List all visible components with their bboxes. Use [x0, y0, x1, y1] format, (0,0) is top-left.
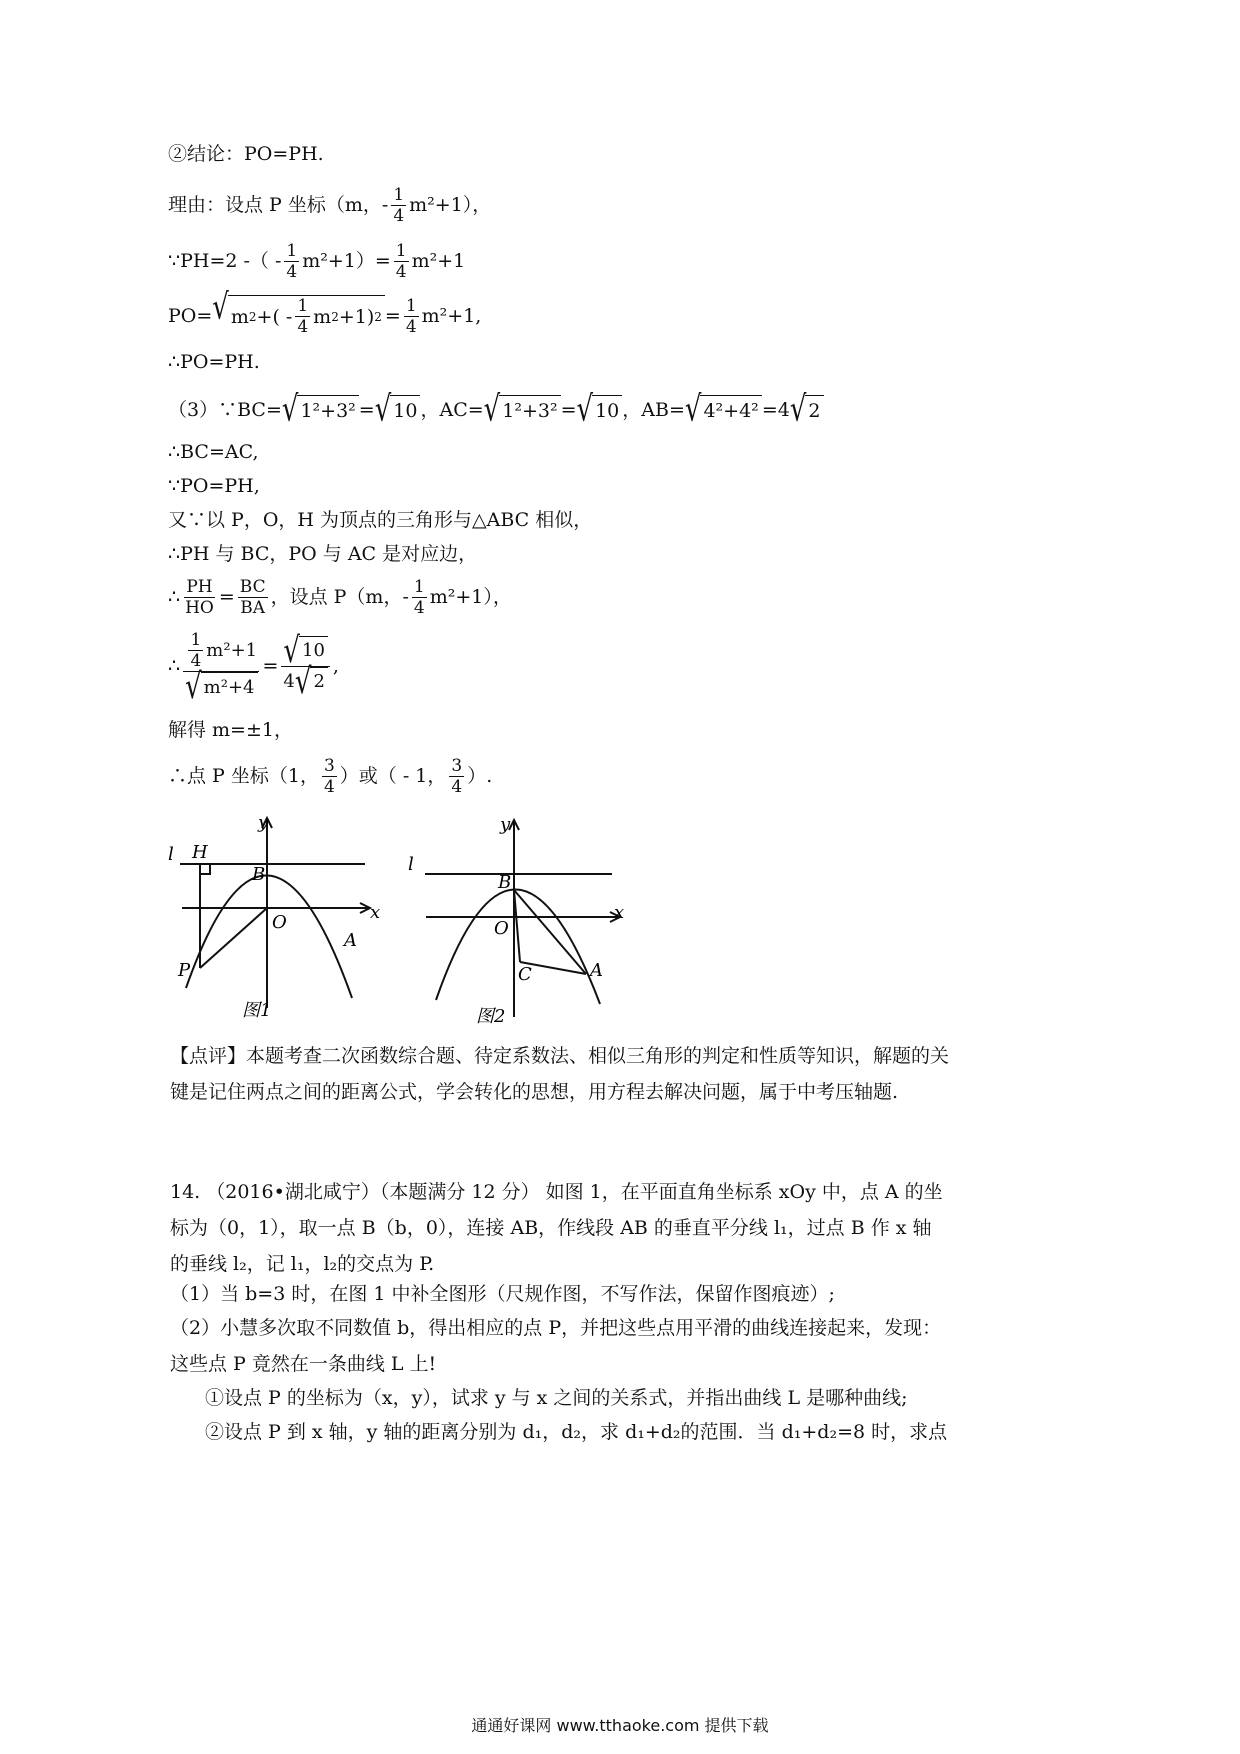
fraction-equation-left: [183, 630, 259, 708]
sqrt-2: [789, 389, 824, 430]
label-o: O: [494, 918, 509, 939]
sqrt-bc: [281, 389, 359, 430]
problem-14-part2: （2）小慧多次取不同数值 b，得出相应的点 P，并把这些点用平滑的曲线连接起来，发现：这些点 P 竟然在一条曲线 L 上!: [170, 1317, 942, 1375]
part3-line: [168, 390, 824, 430]
coords-prefix: ∴点 P 坐标（1，: [168, 765, 319, 787]
label-l: l: [408, 854, 414, 875]
corresponding-line: [168, 538, 477, 569]
radical-sign: √: [281, 389, 299, 430]
ph-prefix: ∵PH=2 -（ -: [168, 250, 282, 272]
frac-den: 4: [405, 316, 417, 337]
frac-num: BC: [239, 576, 266, 597]
label-b: B: [252, 864, 266, 885]
fraction-quarter: [391, 185, 406, 226]
bc-ac: ∴BC=AC,: [168, 441, 259, 463]
label-c: C: [518, 964, 532, 985]
po-suffix: m²+1,: [421, 305, 482, 327]
fraction-quarter: [188, 630, 203, 671]
fraction-three-quarters: [322, 756, 337, 797]
sqrt-10: [374, 389, 421, 430]
sqrt-inner: 10: [390, 395, 420, 426]
sqrt-inner: 4²+4²: [700, 395, 761, 426]
eq-prefix: ∴: [168, 655, 181, 677]
reason-prefix: 理由：设点 P 坐标（m，: [168, 194, 382, 216]
radical-sign: √: [212, 287, 229, 329]
sqrt-inner: m 2 +( - $\frac{1}{4}$ m 2 +1) 2: [228, 295, 385, 337]
coords-suffix: ）.: [467, 765, 493, 787]
frac-num: 3: [323, 755, 335, 776]
label-x: x: [370, 902, 380, 923]
po-ph2-line: [168, 470, 260, 501]
p3-ab-label: ，AB=: [622, 399, 685, 421]
po-inner-d: +1): [338, 305, 375, 328]
eq-comma: ,: [332, 655, 339, 677]
therefore-po-ph: ∴PO=PH.: [168, 351, 260, 373]
frac-den: 4: [393, 205, 405, 226]
radical-sign: √: [283, 630, 300, 671]
figure-2: [400, 812, 630, 1032]
reason-neg: -: [381, 194, 389, 216]
fraction-quarter: [295, 296, 310, 337]
radical-sign: √: [483, 389, 501, 430]
label-l: l: [168, 844, 174, 865]
reason-line: [168, 180, 491, 230]
right-angle-mark: [200, 864, 210, 874]
radical-sign: √: [684, 389, 702, 430]
label-p: P: [178, 960, 191, 981]
fraction-ph-ho: [183, 577, 216, 618]
fraction-quarter: [412, 577, 427, 618]
conclusion-line: [168, 138, 324, 169]
corresponding-text: ∴PH 与 BC，PO 与 AC 是对应边，: [168, 543, 478, 565]
ph-mid1: m²+1）=: [302, 250, 391, 272]
sqrt-inner: 2: [310, 667, 327, 697]
frac-den: 4: [286, 261, 298, 282]
eq-num-tail: m²+1: [206, 639, 258, 661]
frac-num: 1: [297, 296, 309, 316]
problem-14-intro: 14. （2016•湖北咸宁）（本题满分 12 分） 如图 1，在平面直角坐标系 xOy 中，点 A 的坐标为（0，1），取一点 B（b，0），连接 AB，作线段 AB 的垂直平分线 l₁，过点 B 作 x 轴的垂线 l₂，记 l₁，l₂的交点为 P.: [170, 1181, 943, 1275]
eq-eq: =: [262, 655, 279, 677]
frac-num: 1: [286, 240, 298, 261]
frac-den: 4: [451, 776, 463, 797]
label-b: B: [498, 872, 512, 893]
frac-num: 1: [393, 184, 405, 205]
fraction-quarter: [394, 241, 409, 282]
reason-suffix: m²+1），: [409, 194, 492, 216]
fraction-quarter: [284, 241, 299, 282]
ratio-tail: m²+1），: [429, 586, 512, 608]
p3-prefix: （3）∵BC=: [168, 399, 282, 421]
problem-14-part2-q2: ②设点 P 到 x 轴，y 轴的距离分别为 d₁，d₂，求 d₁+d₂的范围．当 d₁+d₂=8 时，求点: [205, 1421, 948, 1443]
po-ph2: ∵PO=PH,: [168, 475, 260, 497]
p3-eq3: =4: [761, 399, 790, 421]
coords-mid: ）或（ - 1，: [339, 765, 447, 787]
sqrt-po: [212, 287, 385, 337]
label-a: A: [590, 960, 603, 981]
footer-text: 通通好课网 www.tthaoke.com 提供下载: [471, 1716, 769, 1735]
solve-text: 解得 m=±1，: [168, 719, 293, 741]
sqrt-ac: [483, 389, 561, 430]
frac-num: 1: [190, 630, 202, 650]
fraction-equation-right: [281, 630, 329, 702]
radical-sign: √: [185, 666, 202, 708]
radical-sign: √: [374, 389, 392, 430]
frac-num: 1: [405, 295, 417, 316]
frac-den: 4: [323, 776, 335, 797]
therefore-po-ph-line: [168, 346, 260, 377]
problem-14-part1: （1）当 b=3 时，在图 1 中补全图形（尺规作图，不写作法，保留作图痕迹）;: [170, 1283, 835, 1305]
bc-ac-line: [168, 436, 258, 467]
label-h: H: [192, 842, 208, 863]
sqrt-m2-4: [185, 666, 257, 708]
label-y: y: [258, 812, 269, 833]
frac-den: BA: [240, 597, 266, 618]
frac-num: 1: [413, 576, 425, 597]
eq-4: 4: [283, 670, 295, 692]
ratio-neg: -: [402, 586, 409, 608]
frac-den: 4: [395, 261, 407, 282]
similar-line: [168, 504, 592, 535]
frac-num: PH: [186, 576, 213, 597]
po-inner-b: +( -: [256, 305, 293, 328]
frac-num: [183, 630, 259, 672]
frac-num: 3: [451, 755, 463, 776]
po-line: [168, 288, 481, 344]
frac-num: 1: [395, 240, 407, 261]
po-inner-c: m: [313, 305, 332, 328]
frac-den: 4: [297, 317, 309, 337]
conclusion-text: ②结论：PO=PH.: [168, 143, 324, 165]
figure-1: [160, 810, 380, 1030]
equation-line: [168, 624, 339, 708]
sqrt-2: [294, 661, 328, 702]
po-prefix: PO=: [168, 305, 213, 327]
coords-line: [168, 750, 492, 802]
sqrt-inner: 1²+3²: [297, 395, 358, 426]
radical-sign: √: [576, 389, 594, 430]
sqrt-inner: m²+4: [201, 672, 258, 702]
frac-den: 4: [190, 651, 202, 671]
fraction-three-quarters: [449, 756, 464, 797]
ratio-line: [168, 572, 512, 622]
frac-den: 4: [413, 597, 425, 618]
po-eq: =: [384, 305, 401, 327]
segment-po: [200, 908, 267, 968]
sqrt-inner: 10: [299, 636, 328, 666]
ph-mid2: m²+1: [411, 250, 466, 272]
p3-eq2: =: [560, 399, 577, 421]
solve-line: [168, 714, 293, 745]
ratio-prefix: ∴: [168, 586, 181, 608]
ph-line: [168, 236, 465, 286]
comment-paragraph: 【点评】本题考查二次函数综合题、待定系数法、相似三角形的判定和性质等知识，解题的关键是记住两点之间的距离公式，学会转化的思想，用方程去解决问题，属于中考压轴题.: [170, 1045, 950, 1103]
label-a: A: [344, 930, 357, 951]
po-inner-a: m: [230, 305, 249, 328]
radical-sign: √: [789, 389, 807, 430]
similar-text: 又∵以 P，O，H 为顶点的三角形与△ABC 相似，: [168, 509, 593, 531]
label-x: x: [614, 902, 625, 923]
figure-2-caption: 图2: [476, 1006, 506, 1027]
sqrt-ab: [684, 389, 762, 430]
fraction-bc-ba: [238, 577, 268, 618]
label-y: y: [500, 814, 511, 835]
sqrt-inner: 10: [592, 395, 622, 426]
label-o: O: [272, 912, 287, 933]
frac-den: [183, 666, 259, 708]
sqrt-inner: 2: [805, 395, 823, 426]
segment-ba: [514, 890, 586, 974]
frac-den: HO: [185, 597, 214, 618]
ratio-suffix: ，设点 P（m，: [270, 586, 403, 608]
radical-sign: √: [294, 661, 312, 702]
sqrt-inner: 1²+3²: [499, 395, 560, 426]
sqrt-10: [576, 389, 623, 430]
parabola: [186, 875, 352, 998]
problem-14-part2-q1: ①设点 P 的坐标为（x，y），试求 y 与 x 之间的关系式，并指出曲线 L 是哪种曲线;: [205, 1387, 908, 1409]
ratio-eq: =: [218, 586, 235, 608]
figure-1-caption: 图1: [242, 1000, 272, 1021]
p3-ac-label: ，AC=: [420, 399, 484, 421]
p3-eq1: =: [358, 399, 375, 421]
fraction-quarter: [404, 296, 419, 337]
